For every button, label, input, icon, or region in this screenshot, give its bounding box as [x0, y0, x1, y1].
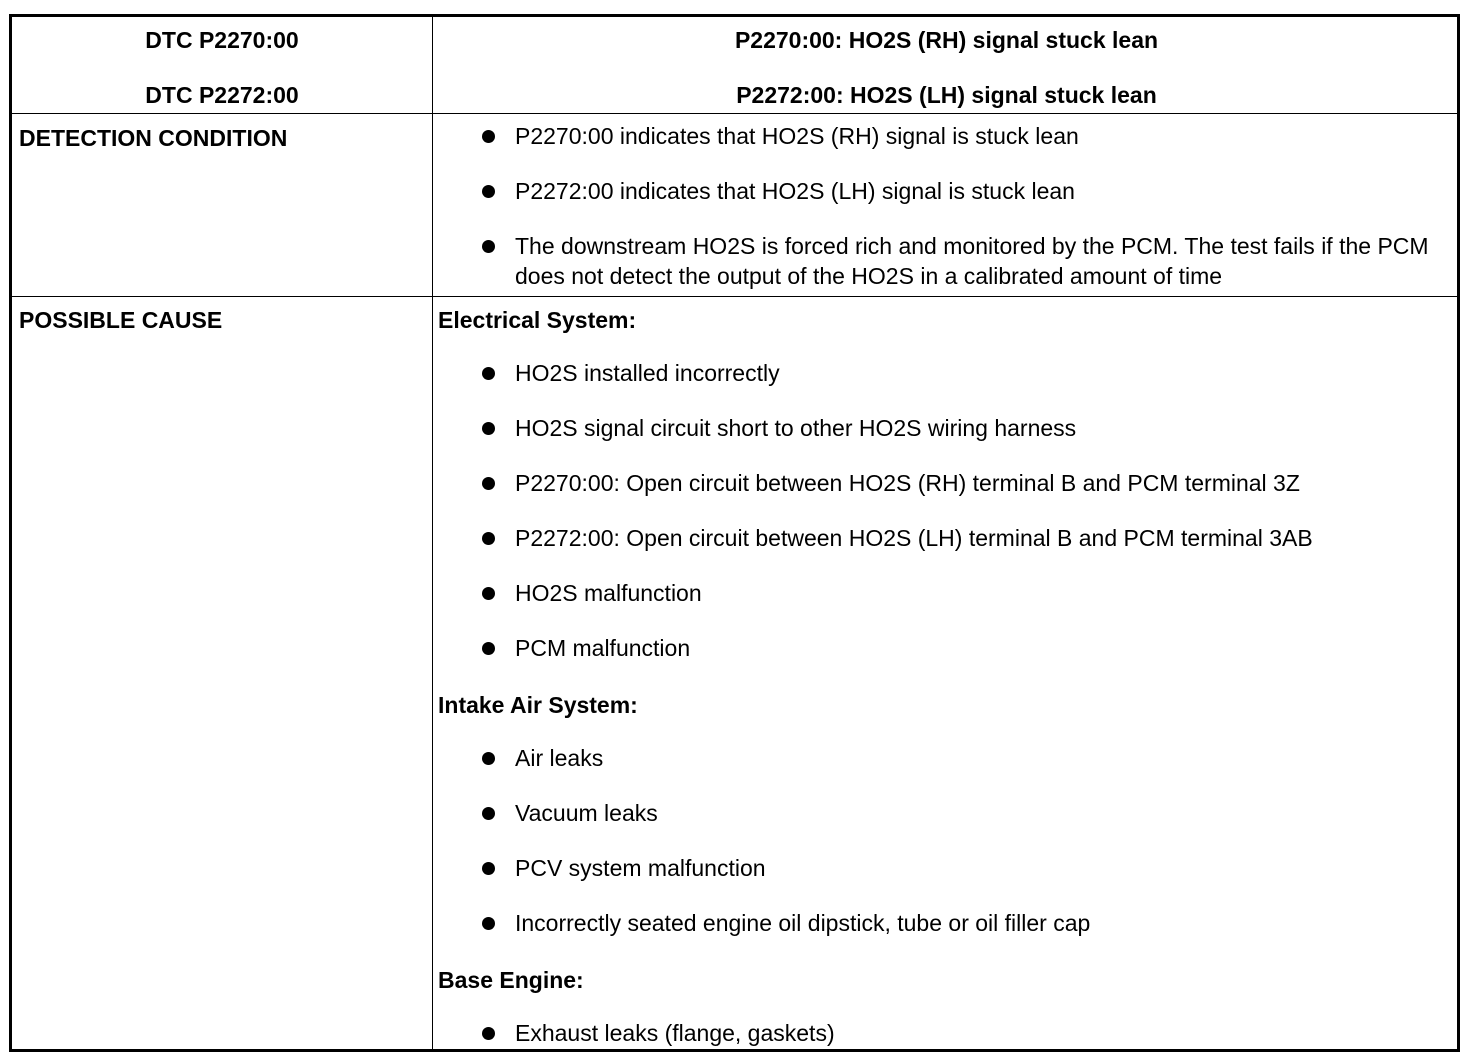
bullet-icon — [482, 367, 495, 380]
bullet-icon — [482, 422, 495, 435]
bullet-icon — [482, 477, 495, 490]
group-title-intake-air: Intake Air System: — [438, 692, 638, 718]
bullet-icon — [482, 532, 495, 545]
bullet-icon — [482, 130, 495, 143]
bullet-icon — [482, 185, 495, 198]
bullet-icon — [482, 1027, 495, 1040]
dtc-code-2: DTC P2272:00 — [145, 82, 299, 108]
bullet-icon — [482, 862, 495, 875]
bullet-icon — [482, 807, 495, 820]
row-divider-header — [12, 113, 1457, 114]
bullet-icon — [482, 917, 495, 930]
possible-cause-label: POSSIBLE CAUSE — [19, 307, 223, 333]
detection-condition-label: DETECTION CONDITION — [19, 125, 288, 151]
group-title-base-engine: Base Engine: — [438, 967, 584, 993]
dtc-title-1: P2270:00: HO2S (RH) signal stuck lean — [734, 27, 1159, 53]
dtc-title-2: P2272:00: HO2S (LH) signal stuck lean — [736, 82, 1157, 108]
row-divider-detection — [12, 296, 1457, 297]
bullet-icon — [482, 752, 495, 765]
bullet-icon — [482, 642, 495, 655]
column-divider — [432, 17, 433, 1049]
dtc-code-1: DTC P2270:00 — [145, 27, 299, 53]
bullet-icon — [482, 240, 495, 253]
group-title-electrical: Electrical System: — [438, 307, 637, 333]
dtc-table: DTC P2270:00 DTC P2272:00 P2270:00: HO2S (RH) signal stuck lean P2272:00: HO2S (LH) signal stuck lean DETECTION CONDITION P2270:00 indicates that HO2S (RH) signal is stuck lean P2272:00 indicates that HO2S (LH) signal is stuck lean The downstream HO2S is forced rich and monitored by the PCM. The test fails if the PCM does not detect the output of the HO2S in a calibrated amount of time POSSIBLE CAUSE Electrical System: HO2S installed incorrectly HO2S signal circuit short to other HO2S wiring harness P2270:00: Open circuit between HO2S (RH) terminal B and PCM terminal 3Z P2272:00: Open circuit between HO2S (LH) terminal B and PCM terminal 3AB HO2S malfunction PCM malfunction Intake Air System: Air leaks Vacuum leaks PCV system malfunction Incorrectly seated engine oil dipstick, tube or oil filler cap Base Engine: Exhaust leaks (flange, gaskets) — [9, 14, 1460, 1052]
bullet-icon — [482, 587, 495, 600]
